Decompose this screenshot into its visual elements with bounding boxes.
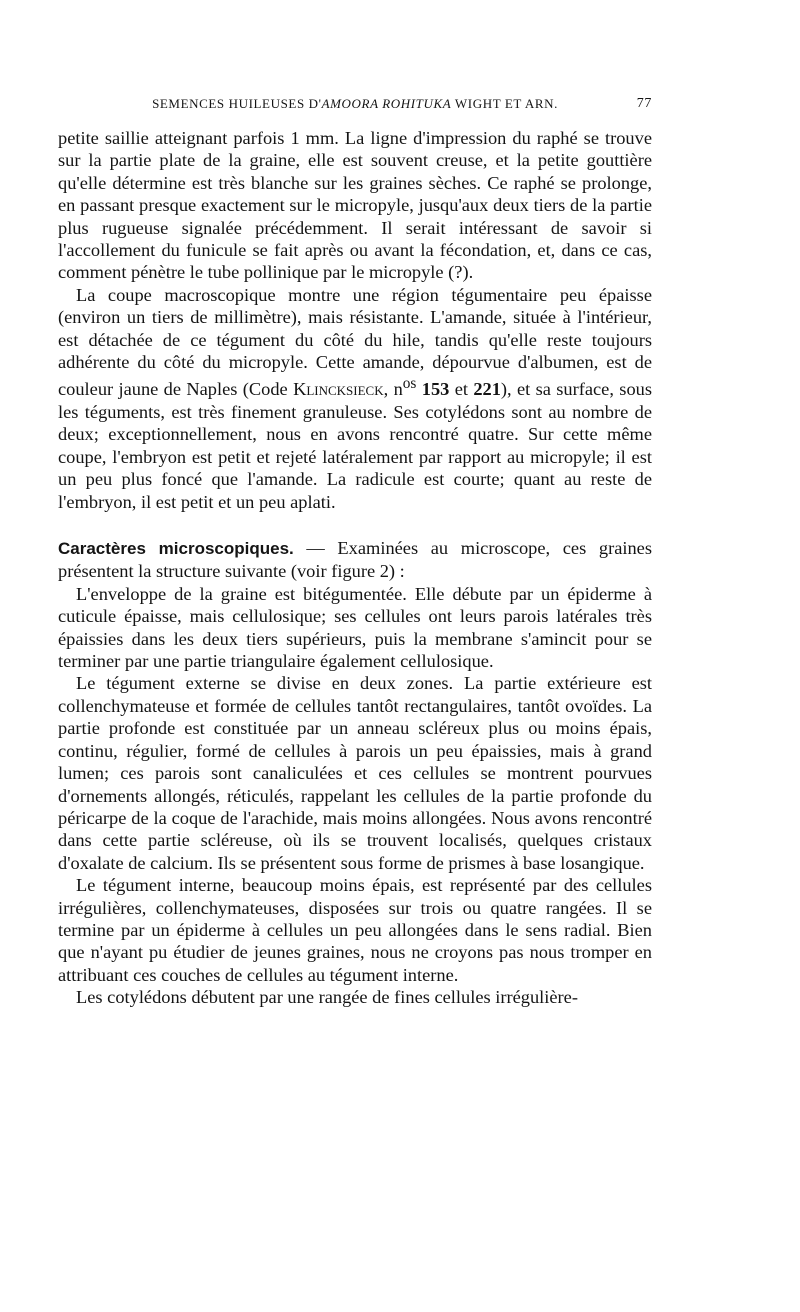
running-title-species: AMOORA ROHITUKA: [321, 96, 452, 111]
paragraph-seed-coat: L'enveloppe de la graine est bitégumentée. Elle débute par un épiderme à cuticule épaisse, mais cellulosique; ses cellules ont leurs parois latérales très épaissies dans les deux tiers supérieurs, puis la membrane s'amincit pour se terminer par une partie triangulaire également cellulosique.: [58, 583, 652, 672]
page-number: 77: [636, 96, 652, 111]
paragraph-macroscopic-text-b: ), et sa surface, sous les téguments, est très finement granuleuse. Ses cotylédons sont au nombre de deux; exceptionnellement, nous en avons rencontré quatre. Sur cette même coupe, l'embryon est petit et rejeté latéralement par rapport au micropyle; il est un peu plus foncé que l'amande. La radicule est courte; quant au reste de l'embryon, il est petit et un peu aplati.: [58, 379, 652, 512]
running-title: [152, 96, 558, 111]
body-text: [58, 127, 652, 1009]
paragraph-macroscopic-text-a: La coupe macroscopique montre une région tégumentaire peu épaisse (environ un tiers de millimètre), mais résistante. L'amande, située à l'intérieur, est détachée de ce tégument du côté du hile, tandis qu'elle reste toujours adhérente du côté du micropyle. Cette amande, dépourvue d'albumen, est de couleur jaune de Naples (Code: [58, 284, 652, 400]
numero-label: , n: [383, 379, 403, 400]
code-klincksieck: Klincksieck: [293, 379, 384, 400]
paragraph-outer-tegument: Le tégument externe se divise en deux zones. La partie extérieure est collenchymateuse et formée de cellules tantôt rectangulaires, tantôt ovoïdes. La partie profonde est constituée par un anneau scléreux plus ou moins épais, continu, régulier, formé de cellules à parois un peu épaissies, mais à grand lumen; ces parois sont canaliculées et ces cellules se montrent pourvues d'ornements allongés, réticulés, rappelant les cellules de la partie profonde du péricarpe de la coque de l'arachide, mais moins allongées. Nous avons rencontré dans cette partie scléreuse, où ils se trouvent localisés, quelques cristaux d'oxalate de calcium. Ils se présentent sous forme de prismes à base losangique.: [58, 673, 652, 873]
section-heading: Caractères microscopiques.: [58, 539, 294, 559]
paragraph-macroscopic-section: [58, 284, 652, 513]
paragraph-inner-tegument: Le tégument interne, beaucoup moins épais, est représenté par des cellules irrégulières, collenchymateuses, disposées sur trois ou quatre rangées. Il se termine par un épiderme à cellules un peu allongées dans le sens radial. Bien que n'ayant pu étudier de jeunes graines, nous ne croyons pas nous tromper en attribuant ces couches de cellules au tégument interne.: [58, 875, 652, 985]
running-title-prefix: SEMENCES HUILEUSES D': [152, 96, 322, 111]
color-code-153: 153: [416, 379, 450, 400]
numero-superscript: os: [402, 375, 417, 393]
section-intro-text: — Examinées au microscope, ces graines présentent la structure suivante (voir figure 2) :: [58, 538, 652, 582]
running-title-authority: WIGHT ET ARN.: [451, 96, 558, 111]
paragraph-raphe: petite saillie atteignant parfois 1 mm. La ligne d'impression du raphé se trouve sur la partie plate de la graine, elle est souvent creuse, et la petite gouttière qu'elle détermine est très blanche sur les graines sèches. Ce raphé se prolonge, en passant presque exactement sur le micropyle, jusqu'aux deux tiers de la partie plus rugueuse signalée précédemment. Il serait intéressant de savoir si l'accollement du funicule se fait après ou avant la fécondation, et, dans ce cas, comment pénètre le tube pollinique par le micropyle (?).: [58, 128, 652, 283]
color-code-221: 221: [473, 379, 501, 400]
paragraph-cotyledons: Les cotylédons débutent par une rangée de fines cellules irrégulière-: [76, 987, 578, 1008]
running-header: [58, 96, 652, 118]
conjunction-et: et: [449, 379, 474, 400]
paragraph-microscopic-intro: [58, 537, 652, 583]
book-page: [58, 96, 652, 1009]
